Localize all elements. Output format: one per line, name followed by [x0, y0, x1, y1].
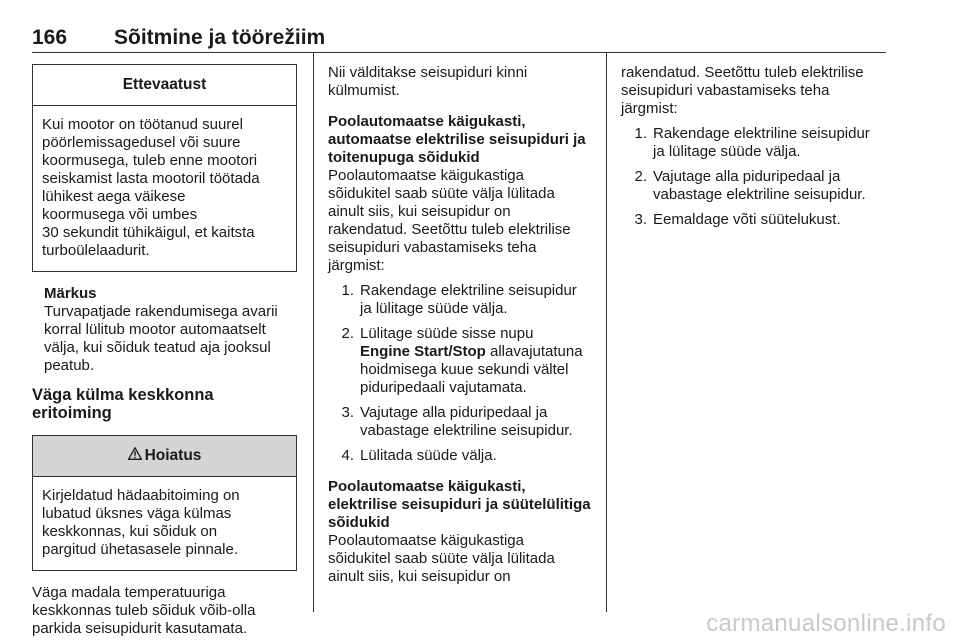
- warning-text: Kirjeldatud hädaabitoiming on lubatud üksnes väga külmas keskkonnas, kui sõiduk on pargitud ühetasasele pinnale.: [42, 487, 240, 558]
- warning-title: Hoiatus: [144, 447, 202, 464]
- caution-text: Kui mootor on töötanud suurel pöörlemissagedusel või suure koormusega, tuleb enne mootori seiskamist lasta mootoril töötada lühikest aega väikese koormusega või umbes 30 sekundit tühikäigul, et kaitsta turboülelaadurit.: [42, 116, 260, 259]
- subsection-2-steps: [621, 125, 891, 229]
- list-item: 4. Lülitada süüde välja.: [341, 447, 497, 464]
- subsection-2-heading: Poolautomaatse käigukasti, elektrilise seisupiduri ja süütelülitiga sõidukid: [328, 478, 591, 531]
- list-item: 1. Rakendage elektriline seisupidur ja lülitage süüde välja.: [341, 282, 577, 317]
- column-3: [621, 64, 891, 229]
- list-item: 3. Eemaldage võti süütelukust.: [634, 211, 841, 228]
- subsection-1-heading: Poolautomaatse käigukasti, automaatse elektrilise seisupiduri ja toitenupuga sõidukid: [328, 113, 586, 166]
- note-title: Märkus: [44, 285, 97, 302]
- caution-title: Ettevaatust: [33, 65, 296, 106]
- engine-start-stop-label: Engine Start/Stop: [360, 343, 486, 360]
- header-rule: [32, 52, 886, 53]
- warning-triangle-icon: [128, 447, 142, 465]
- page-title: Sõitmine ja töörežiim: [114, 26, 326, 49]
- list-item: 2. Lülitage süüde sisse nupu Engine Start/Stop allavajutatuna hoidmisega kuue sekundi vältel piduripedaali vajutamata.: [341, 325, 583, 396]
- column-1: [32, 64, 297, 638]
- column-divider-1: [313, 52, 314, 612]
- list-item: 3. Vajutage alla piduripedaal ja vabastage elektriline seisupidur.: [341, 404, 573, 439]
- note-text: Turvapatjade rakendumisega avarii korral lülitub mootor automaatselt välja, kui sõiduk teatud aja jooksul peatub.: [44, 303, 278, 374]
- warning-box: [32, 435, 297, 571]
- section-heading: Väga külma keskkonna eritoiming: [32, 386, 214, 422]
- page-number: 166: [32, 26, 68, 49]
- page-header: [32, 26, 886, 52]
- list-item: 2. Vajutage alla piduripedaal ja vabastage elektriline seisupidur.: [634, 168, 866, 203]
- list-item: 1. Rakendage elektriline seisupidur ja lülitage süüde välja.: [634, 125, 870, 160]
- column-2: [328, 64, 593, 586]
- subsection-2-text: Poolautomaatse käigukastiga sõidukitel saab süüte välja lülitada ainult siis, kui seisupidur on: [328, 532, 555, 585]
- watermark: carmanualsonline.info: [706, 610, 946, 637]
- intro-text: Nii välditakse seisupiduri kinni külmumist.: [328, 64, 528, 99]
- warning-header: [33, 436, 296, 477]
- cold-parking-paragraph: Väga madala temperatuuriga keskkonnas tuleb sõiduk võib-olla parkida seisupidurit kasutamata.: [32, 584, 256, 637]
- continued-text: rakendatud. Seetõttu tuleb elektrilise seisupiduri vabastamiseks teha järgmist:: [621, 64, 864, 117]
- note-block: [32, 285, 297, 375]
- subsection-1-steps: [328, 282, 593, 465]
- caution-box: [32, 64, 297, 272]
- column-divider-2: [606, 52, 607, 612]
- subsection-1-text: Poolautomaatse käigukastiga sõidukitel saab süüte välja lülitada ainult siis, kui seisupidur on rakendatud. Seetõttu tuleb elektrilise seisupiduri vabastamiseks teha järgmist:: [328, 167, 571, 274]
